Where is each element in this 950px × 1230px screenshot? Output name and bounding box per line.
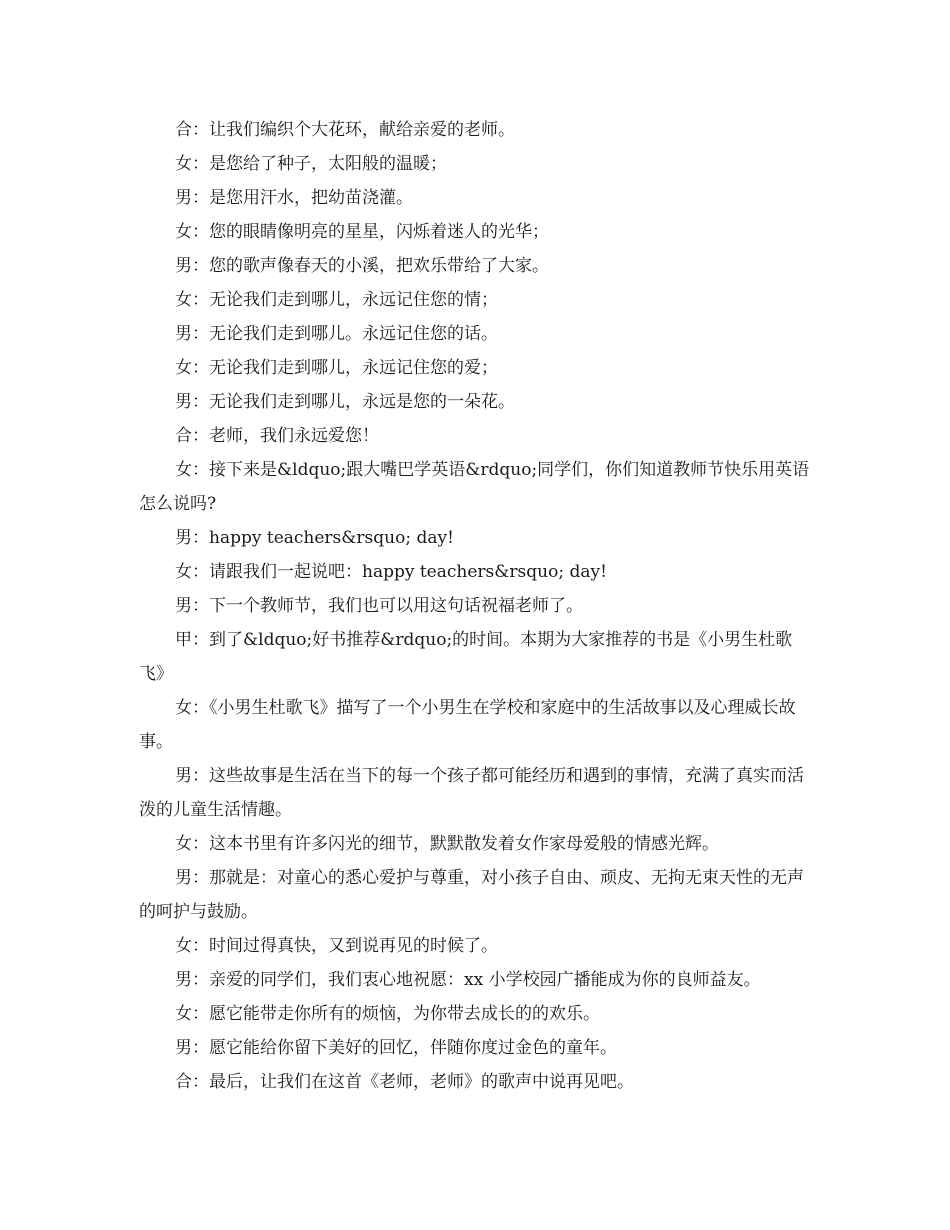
paragraph: 甲：到了&ldquo;好书推荐&rdquo;的时间。本期为大家推荐的书是《小男生杜歌飞》 xyxy=(139,630,793,684)
paragraph: 男：无论我们走到哪儿，永远是您的一朵花。 xyxy=(175,392,515,412)
paragraph: 男：您的歌声像春天的小溪，把欢乐带给了大家。 xyxy=(175,256,549,276)
paragraph: 男：这些故事是生活在当下的每一个孩子都可能经历和遇到的事情，充满了真实而活泼的儿童生活情趣。 xyxy=(139,766,804,820)
paragraph: 女：是您给了种子，太阳般的温暖； xyxy=(175,154,447,174)
paragraph: 男：亲爱的同学们，我们衷心地祝愿：xx 小学校园广播能成为你的良师益友。 xyxy=(175,970,761,990)
paragraph: 男：那就是：对童心的悉心爱护与尊重，对小孩子自由、顽皮、无拘无束天性的无声的呵护与鼓励。 xyxy=(139,868,804,922)
paragraph: 男：是您用汗水，把幼苗浇灌。 xyxy=(175,188,413,208)
paragraph: 女：无论我们走到哪儿，永远记住您的情； xyxy=(175,290,498,310)
paragraph: 男：愿它能给你留下美好的回忆，伴随你度过金色的童年。 xyxy=(175,1038,617,1058)
paragraph: 合：老师，我们永远爱您！ xyxy=(175,426,379,446)
paragraph: 女：您的眼睛像明亮的星星，闪烁着迷人的光华； xyxy=(175,222,549,242)
paragraph: 女：无论我们走到哪儿，永远记住您的爱； xyxy=(175,358,498,378)
paragraph: 合：让我们编织个大花环，献给亲爱的老师。 xyxy=(175,120,515,140)
paragraph: 女：请跟我们一起说吧：happy teachers&rsquo; day! xyxy=(175,562,607,582)
paragraph: 男：下一个教师节，我们也可以用这句话祝福老师了。 xyxy=(175,596,583,616)
paragraph: 男：无论我们走到哪儿。永远记住您的话。 xyxy=(175,324,498,344)
paragraph: 合：最后，让我们在这首《老师，老师》的歌声中说再见吧。 xyxy=(175,1072,634,1092)
paragraph: 男：happy teachers&rsquo; day! xyxy=(175,528,454,548)
paragraph: 女：愿它能带走你所有的烦恼，为你带去成长的的欢乐。 xyxy=(175,1004,600,1024)
paragraph: 女：《小男生杜歌飞》描写了一个小男生在学校和家庭中的生活故事以及心理威长故事。 xyxy=(139,698,796,752)
paragraph: 女：时间过得真快，又到说再见的时候了。 xyxy=(175,936,498,956)
document-body xyxy=(139,113,815,1099)
paragraph: 女：这本书里有许多闪光的细节，默默散发着女作家母爱般的情感光辉。 xyxy=(175,834,719,854)
paragraph: 女：接下来是&ldquo;跟大嘴巴学英语&rdquo;同学们，你们知道教师节快乐用英语怎么说吗? xyxy=(139,460,810,514)
